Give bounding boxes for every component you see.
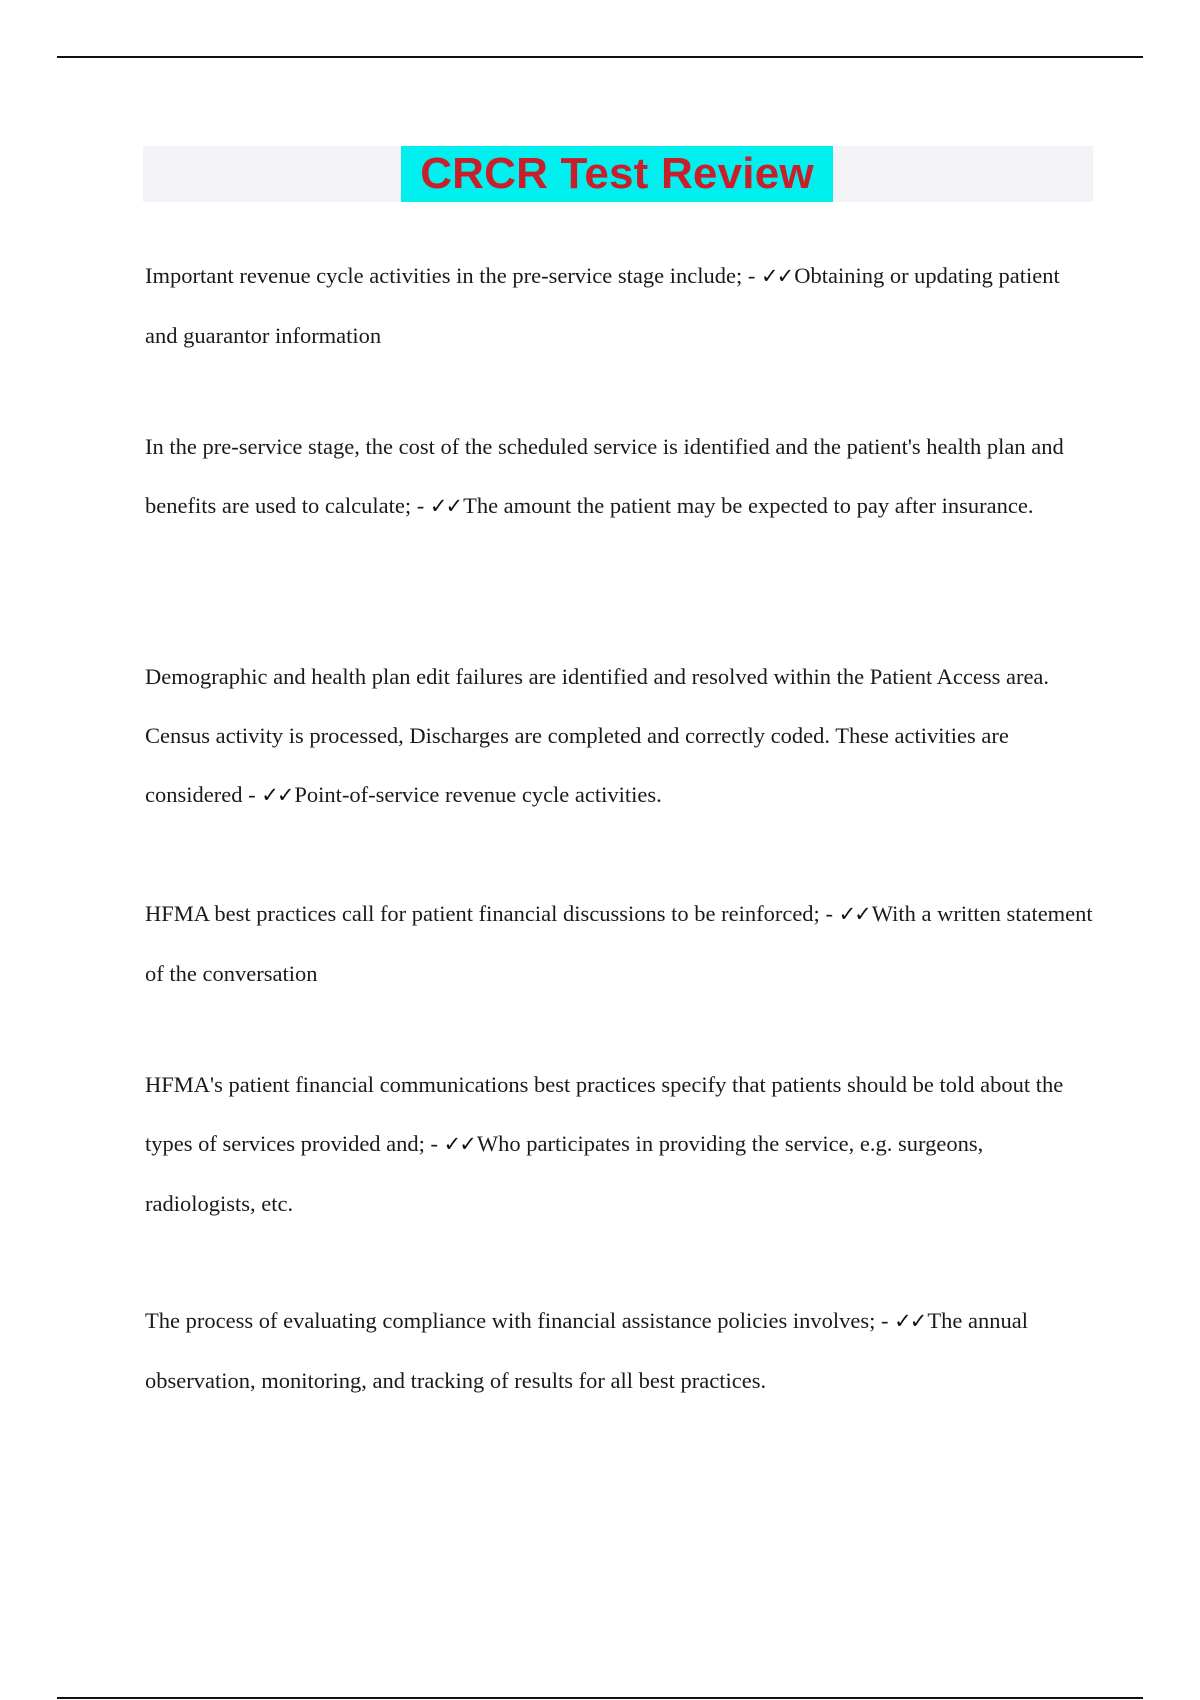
- top-rule: [57, 56, 1143, 58]
- separator: -: [875, 1308, 895, 1333]
- question-text: In the pre-service stage, the cost of the scheduled service is identified and the patient's health plan and benefits are used to calculate;: [145, 434, 1064, 518]
- title-highlight: [401, 146, 833, 202]
- answer-text: Who participates in providing the service, e.g. surgeons, radiologists, etc.: [145, 1131, 984, 1216]
- answer-text: The annual observation, monitoring, and tracking of results for all best practices.: [145, 1308, 1028, 1393]
- double-check-icon: ✓✓: [443, 1132, 475, 1156]
- double-check-icon: ✓✓: [429, 494, 462, 518]
- separator: -: [411, 493, 430, 518]
- answer-text: With a written statement of the conversation: [145, 901, 1093, 986]
- double-check-icon: ✓✓: [838, 902, 870, 926]
- qa-item: [145, 246, 1095, 365]
- question-text: The process of evaluating compliance with financial assistance policies involves;: [145, 1308, 876, 1333]
- answer-text: Obtaining or updating patient and guarantor information: [145, 263, 1060, 348]
- question-text: Important revenue cycle activities in the pre-service stage include;: [145, 263, 743, 288]
- page-title: CRCR Test Review: [420, 149, 814, 198]
- separator: -: [242, 782, 262, 807]
- answer-text: The amount the patient may be expected to pay after insurance.: [463, 493, 1034, 518]
- question-text: HFMA's patient financial communications best practices specify that patients should be told about the types of services provided and;: [145, 1072, 1064, 1156]
- question-text: HFMA best practices call for patient financial discussions to be reinforced;: [145, 901, 820, 926]
- bottom-rule: [57, 1697, 1143, 1699]
- answer-text: Point-of-service revenue cycle activities.: [294, 782, 662, 807]
- separator: -: [742, 263, 761, 288]
- question-text: Demographic and health plan edit failures are identified and resolved within the Patient Access area. Census activity is processed, Discharges are completed and correctly coded. These activities are considered: [145, 664, 1050, 807]
- double-check-icon: ✓✓: [761, 264, 793, 288]
- separator: -: [424, 1131, 444, 1156]
- qa-item: [145, 417, 1095, 536]
- double-check-icon: ✓✓: [261, 783, 293, 807]
- separator: -: [819, 901, 839, 926]
- qa-item: [145, 1055, 1095, 1233]
- double-check-icon: ✓✓: [894, 1309, 926, 1333]
- qa-item: [145, 647, 1095, 825]
- qa-item: [145, 1291, 1095, 1410]
- qa-item: [145, 884, 1095, 1003]
